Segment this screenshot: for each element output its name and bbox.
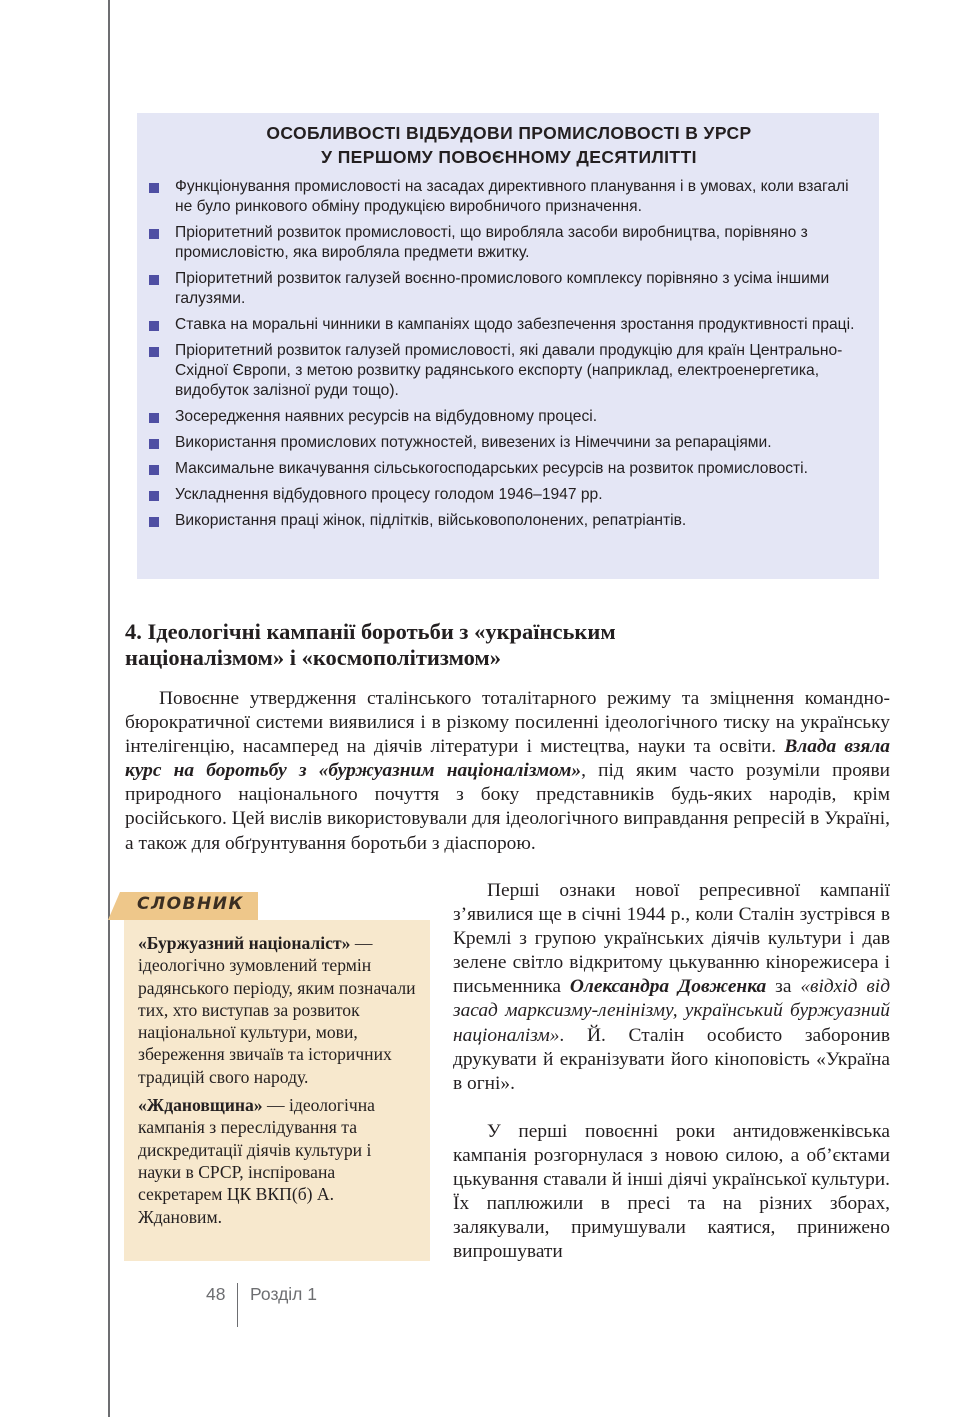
paragraph-quote: «відхід від засад марксизму-ленінізму, український буржуазний націоналізм» <box>453 976 891 1046</box>
section-heading-line2: націоналізмом» і «космополітизмом» <box>125 645 502 670</box>
square-bullet-icon <box>149 183 159 193</box>
info-box-title <box>149 121 869 169</box>
square-bullet-icon <box>149 465 159 475</box>
features-list <box>149 177 869 531</box>
list-item-text: Пріоритетний розвиток промисловості, що виробляла засоби виробництва, порівняно з промисловістю, яка виробляла предмети вжитку. <box>175 224 808 261</box>
margin-rule <box>108 0 110 1417</box>
section-label: Розділ 1 <box>250 1284 317 1304</box>
list-item-text: Ставка на моральні чинники в кампаніях щодо забезпечення зростання продуктивності праці. <box>175 316 855 333</box>
list-item <box>149 511 869 531</box>
glossary-term: «Ждановщина» <box>138 1095 263 1116</box>
list-item-text: Пріоритетний розвиток галузей промисловості, які давали продукцію для країн Центрально-Східної Європи, з метою розвитку радянського експорту (наприклад, електроенергетика, видобуток залізної руди тощо). <box>175 342 843 399</box>
glossary-entry <box>138 932 416 1088</box>
list-item-text: Використання праці жінок, підлітків, військовополонених, репатріантів. <box>175 512 687 529</box>
list-item <box>149 407 869 427</box>
list-item-text: Максимальне викачування сільськогосподарських ресурсів на розвиток промисловості. <box>175 460 808 477</box>
paragraph-text: У перші повоєнні роки антидовженківська кампанія розгорнулася з новою силою, а об’єктами цькування ставали й інші діячі української культури. Їх паплюжили в пресі та на різних зборах, залякували, примушували каятися, принижено випрошувати <box>453 1121 890 1263</box>
square-bullet-icon <box>149 413 159 423</box>
list-item <box>149 177 869 217</box>
square-bullet-icon <box>149 491 159 501</box>
paragraph-text: . Й. Сталін особисто заборонив друкувати й екранізувати його кіноповість «Україна в огні». <box>453 1024 890 1094</box>
list-item-text: Використання промислових потужностей, вивезених із Німеччини за репараціями. <box>175 434 772 451</box>
glossary-definition: — ідеологічна кампанія з переслідування та дискредитації діячів культури і науки в СРСР, інспірована секретарем ЦК ВКП(б) А. Ждановим. <box>138 1095 375 1227</box>
list-item <box>149 341 869 401</box>
paragraph-text: Повоєнне утвердження сталінського тоталітарного режиму та зміцнення командно-бюрократичної системи виявилися і в різкому посиленні ідеологічного тиску на українську інтелігенцію, насамперед на діячів літератури і мистецтва, науки та освіти. <box>125 688 890 758</box>
square-bullet-icon <box>149 229 159 239</box>
list-item <box>149 433 869 453</box>
info-box-title-line1: ОСОБЛИВОСТІ ВІДБУДОВИ ПРОМИСЛОВОСТІ В УРСР <box>266 123 752 143</box>
paragraph-text: Перші ознаки нової репресивної кампанії з’явилися ще в січні 1944 р., коли Сталін зустрівся в Кремлі з групою українських діячів культури і дав зелене світло відкритому цькуванню кінорежисера і письменника <box>453 880 890 998</box>
list-item <box>149 459 869 479</box>
page-number: 48 <box>206 1284 226 1304</box>
paragraph-text: за <box>766 976 801 998</box>
paragraph-emphasis: Влада взяла курс на боротьбу з «буржуазним націоналізмом» <box>125 736 891 782</box>
square-bullet-icon <box>149 347 159 357</box>
section-heading-line1: 4. Ідеологічні кампанії боротьби з «українським <box>125 619 616 644</box>
section-heading <box>125 619 825 671</box>
list-item-text: Ускладнення відбудовного процесу голодом 1946–1947 рр. <box>175 486 603 503</box>
list-item-text: Пріоритетний розвиток галузей воєнно-промислового комплексу порівняно з усіма іншими галузями. <box>175 270 830 307</box>
glossary-definition: — ідеологічно зумовлений термін радянського періоду, яким позначали тих, хто виступав за розвиток національної культури, мови, збереження звичаїв та історичних традицій свого народу. <box>138 933 416 1087</box>
square-bullet-icon <box>149 321 159 331</box>
list-item <box>149 315 869 335</box>
square-bullet-icon <box>149 439 159 449</box>
info-box-title-line2: У ПЕРШОМУ ПОВОЄННОМУ ДЕСЯТИЛІТТІ <box>321 147 697 167</box>
square-bullet-icon <box>149 517 159 527</box>
paragraph-main <box>125 687 890 856</box>
list-item-text: Зосередження наявних ресурсів на відбудовному процесі. <box>175 408 598 425</box>
square-bullet-icon <box>149 275 159 285</box>
glossary-term: «Буржуазний націоналіст» <box>138 933 351 953</box>
industry-features-box <box>137 113 879 579</box>
list-item <box>149 223 869 263</box>
glossary-tab-label: СЛОВНИК <box>137 894 244 914</box>
paragraph-right-2 <box>453 1120 890 1265</box>
list-item <box>149 269 869 309</box>
glossary-entry <box>138 1094 416 1228</box>
list-item <box>149 485 869 505</box>
paragraph-right-1 <box>453 879 890 1096</box>
list-item-text: Функціонування промисловості на засадах директивного планування і в умовах, коли взагалі не було ринкового обміну продукцією виробничого призначення. <box>175 178 849 215</box>
footer-divider <box>237 1283 238 1327</box>
glossary-box <box>124 920 430 1261</box>
person-name: Олександра Довженка <box>569 976 767 998</box>
paragraph-text: , під яким часто розуміли прояви природного національного почуття з боку представників будь-яких народів, крім російського. Цей вислів використовували для ідеологічного виправдання репресій в Україні, а також для обґрунтування боротьби з діаспорою. <box>125 760 890 854</box>
